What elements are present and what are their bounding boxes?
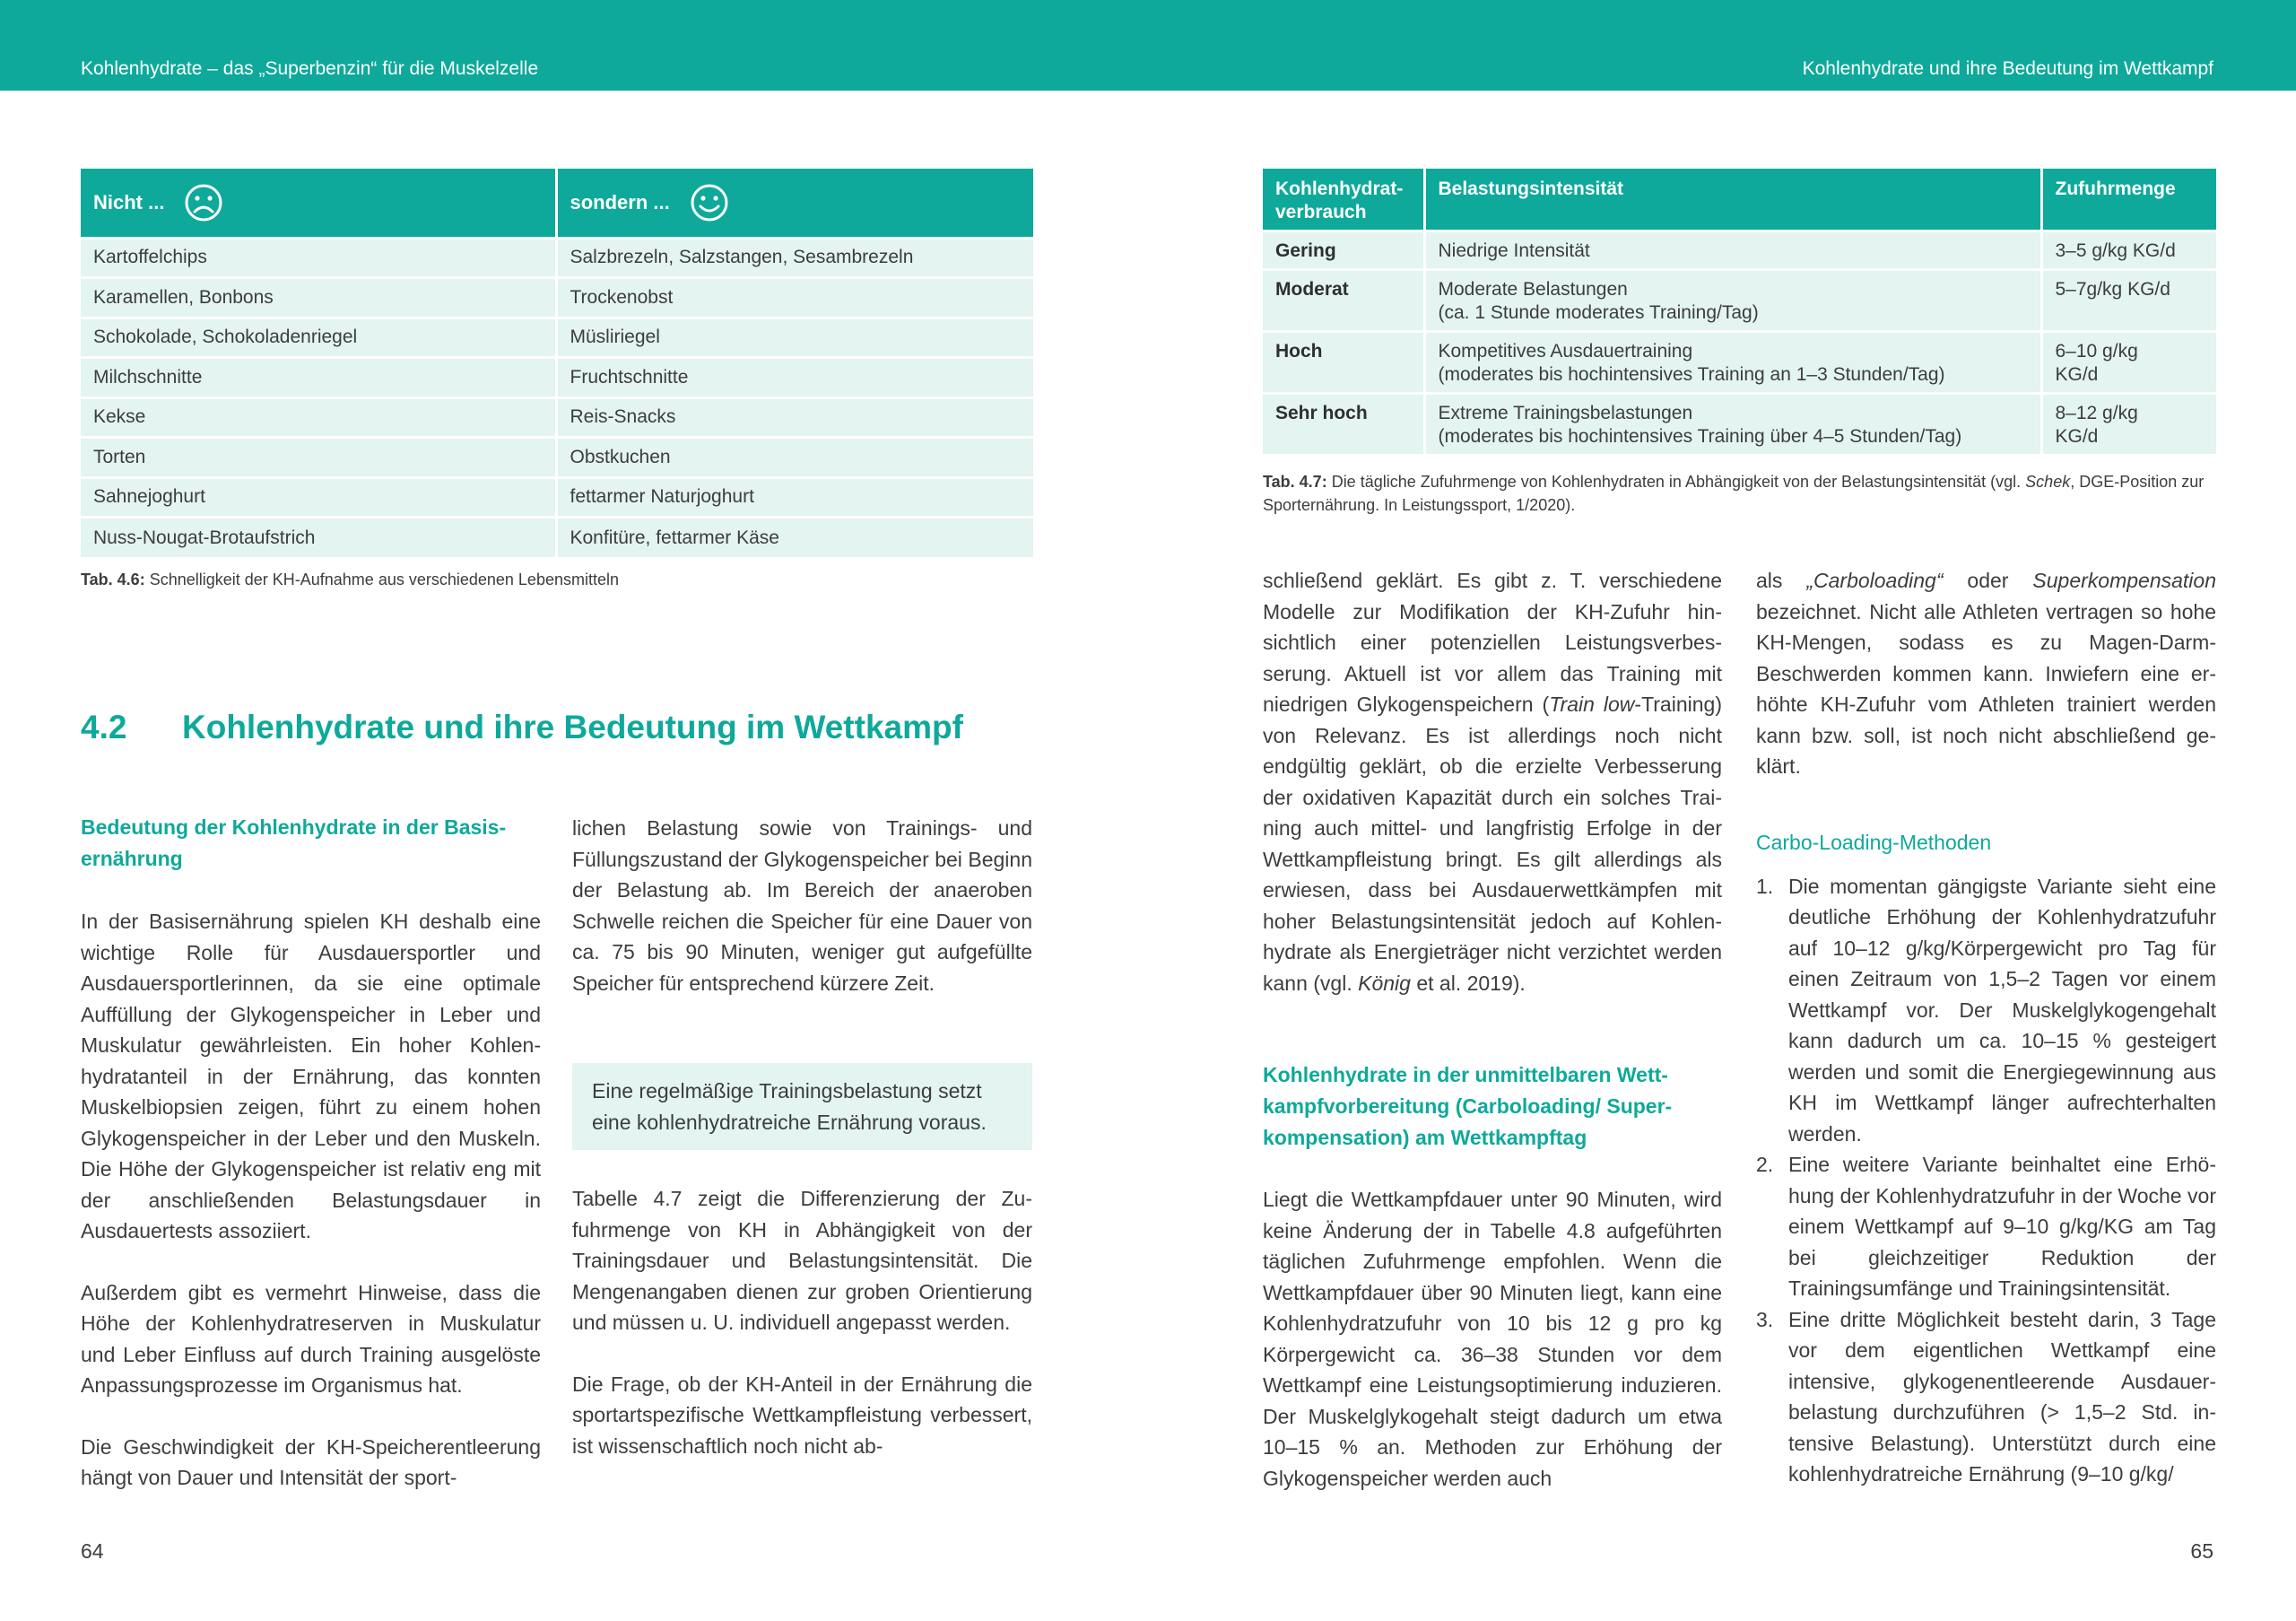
table46-header-right [556,169,1033,238]
intensity-line: (moderates bis hochintensives Training über 4–5 Stunden/Tag) [1438,426,1962,447]
intensity-line: Moderate Belastungen [1438,279,1628,300]
subheading-carboloading: Kohlenhydrate in der unmittelbaren Wettkampfvorbereitung (Carboloading/ Superkompensation) am Wettkampftag [1263,1063,1673,1149]
table47-header-amount: Zufuhrmenge [2041,169,2216,231]
page-number-right: 65 [2190,1539,2213,1563]
table-cell: Trockenobst [556,278,1033,318]
paragraph [1263,565,1722,998]
text-italic: „Carboloading“ [1806,569,1944,592]
table-row [81,358,1033,398]
table-row [81,518,1033,558]
text-run: et al. 2019). [1410,971,1526,995]
table-cell-intensity [1424,332,2041,394]
table-4-7 [1263,169,2216,454]
table46-head-left-label: Nicht ... [93,190,165,214]
paragraph: Außerdem gibt es vermehrt Hinweise, dass die Höhe der Kohlenhydratreserven in Muskulatur und Leber Einfluss auf durch Training ausgelöste Anpassungsprozesse im Organismus hat. [81,1280,541,1397]
table-cell-intensity [1424,231,2041,270]
table-cell-amount [2041,231,2216,270]
list-item [1756,1304,2216,1490]
text-run: als [1756,569,1807,592]
table-cell: fettarmer Naturjoghurt [556,477,1033,518]
table-row [81,278,1033,318]
text-run: bezeichnet. Nicht alle Athleten vertragen so hohe KH-Mengen, sodass es zu Magen-Darm-Beschwerden kommen kann. Inwiefern eine erhöhte KH-Zufuhr vom Athleten trainiert werden kann bzw. soll, ist noch nicht abschließend geklärt. [1756,599,2216,778]
column-2 [572,813,1032,998]
table-cell: Karamellen, Bonbons [81,278,556,318]
table-cell-level: Gering [1263,231,1424,270]
running-head-right: Kohlenhydrate und ihre Bedeutung im Wettkampf [1802,58,2213,79]
column-1 [81,812,541,1494]
paragraph: lichen Belastung sowie von Trainings- und Füllungszustand der Glykogenspeicher bei Beginn der Belastung ab. Im Bereich der anaeroben Schwelle reichen die Speicher für eine Dauer von ca. 75 bis 90 Minuten, weniger gut aufgefüllte Speicher für entsprechend kürzere Zeit. [572,816,1032,995]
amount-line: 6–10 g/kg [2055,341,2138,362]
paragraph: In der Basisernährung spielen KH deshalb eine wichtige Rolle für Ausdauersportler und Ausdauersportlerinnen, da sie eine optimale Auffüllung der Glykogenspeicher in Leber und Muskulatur gewährleisten. Ein hoher Kohlenhydratanteil in der Ernährung, das konnten Muskelbiopsien zeigen, führt zu einem hohen Glykogenspeicher in der Leber und den Muskeln. Die Höhe der Glykogenspeicher ist relativ eng mit der anschließenden Belastungsdauer in Ausdauertests assoziiert. [81,910,541,1242]
header-line: Kohlenhydrat- [1275,179,1404,199]
table47-header-consumption [1263,169,1424,231]
methods-list [1756,871,2216,1490]
table-cell: Nuss-Nougat-Brotaufstrich [81,518,556,558]
table-cell-amount [2041,394,2216,455]
table-cell-level: Moderat [1263,270,1424,332]
amount-line: 8–12 g/kg [2055,403,2138,423]
page-number-left: 64 [81,1539,104,1563]
table-row [81,477,1033,518]
caption-label: Tab. 4.6: [81,571,145,588]
caption-italic: Schek [2025,473,2071,491]
table-cell: Kekse [81,397,556,438]
column-3 [1263,565,1722,1494]
column-2-lower [572,1183,1032,1461]
table-cell: Konfitüre, fettarmer Käse [556,518,1033,558]
text-italic: Superkompensation [2032,569,2216,592]
table-cell: Müsliriegel [556,318,1033,358]
table-cell-intensity [1424,394,2041,455]
intensity-line: (ca. 1 Stunde moderates Training/Tag) [1438,302,1759,323]
smiley-face-icon [690,183,729,222]
list-item [1756,871,2216,1150]
list-number: 3. [1756,1307,1774,1331]
section-title: Kohlenhydrate und ihre Bedeutung im Wettkampf [182,709,963,745]
text-italic: Train low [1549,693,1635,716]
caption-text: Schnelligkeit der KH-Aufnahme aus verschiedenen Lebensmitteln [144,571,619,588]
amount-line: 3–5 g/kg KG/d [2055,240,2176,261]
table47-caption [1263,470,2216,517]
table-cell: Torten [81,438,556,478]
table-cell-amount [2041,270,2216,332]
table-row [1263,332,2216,394]
table46-header-left [81,169,556,238]
table-cell: Reis-Snacks [556,397,1033,438]
caption-text: Die tägliche Zufuhrmenge von Kohlenhydraten in Abhängigkeit von der Belastungsintensität (vgl. [1326,473,2026,491]
table-cell: Milchschnitte [81,358,556,398]
intensity-line: Niedrige Intensität [1438,240,1590,261]
table-row [81,397,1033,438]
list-item [1756,1149,2216,1304]
amount-line: 5–7g/kg KG/d [2055,279,2170,300]
table-cell-amount [2041,332,2216,394]
table46-head-right-label: sondern ... [570,190,670,214]
subheading-basis: Bedeutung der Kohlenhydrate in der Basisernährung [81,815,507,870]
section-heading [81,709,963,746]
text-italic: König [1358,971,1411,995]
paragraph: Die Geschwindigkeit der KH-Speicherentleerung hängt von Dauer und Intensität der sport- [81,1434,541,1489]
text-run: oder [1943,569,2033,592]
table-cell: Salzbrezeln, Salzstangen, Sesambrezeln [556,238,1033,278]
intensity-line: Kompetitives Ausdauertraining [1438,341,1693,362]
text-run: schließend geklärt. Es gibt z. T. verschiedene Modelle zur Modifikation der KH-Zufuhr hinsichtlich einer potenziellen Leistungsverbesserung. Aktuell ist vor allem das Training mit niedrigen Glykogenspeichern ( [1263,569,1722,716]
header-line: verbrauch [1275,202,1367,222]
paragraph: Die Frage, ob der KH-Anteil in der Ernährung die sportartspezifische Wettkampfleistung verbessert, ist wissenschaftlich noch nicht ab- [572,1372,1032,1458]
table-row [1263,231,2216,270]
table47-header-intensity: Belastungsintensität [1424,169,2041,231]
intensity-line: (moderates bis hochintensives Training an 1–3 Stunden/Tag) [1438,364,1945,385]
amount-line: KG/d [2055,364,2099,385]
table-cell-intensity [1424,270,2041,332]
caption-text: , DGE-Position zur Sporternährung. In Leistungssport, 1/2020). [1263,473,2205,514]
sad-face-icon [184,183,223,222]
table-row [81,438,1033,478]
table46-caption [81,568,619,591]
table-cell: Obstkuchen [556,438,1033,478]
column-4 [1756,565,2216,1490]
table-cell: Fruchtschnitte [556,358,1033,398]
paragraph [1756,565,2216,782]
callout-box: Eine regelmäßige Trainingsbelastung setzt eine kohlenhydratreiche Ernährung voraus. [572,1063,1032,1150]
subheading-methods: Carbo-Loading-Methoden [1756,830,1992,854]
table-cell: Schokolade, Schokoladenriegel [81,318,556,358]
paragraph: Tabelle 4.7 zeigt die Differenzierung der Zufuhrmenge von KH in Abhängigkeit von der Trainingsdauer und Belastungsintensität. Die Mengenangaben dienen zur groben Orientierung und müssen u. U. individuell angepasst werden. [572,1187,1032,1334]
table-cell-level: Sehr hoch [1263,394,1424,455]
caption-label: Tab. 4.7: [1263,473,1327,491]
table-row [1263,394,2216,455]
text-run: -Training) von Relevanz. Es ist allerdings noch nicht endgültig geklärt, ob die erzielte Verbesserung der oxidativen Kapazität durch ein solches Training auch mittel- und langfristig Erfolge in der Wettkampfleistung bringt. Es gilt allerdings als erwiesen, dass bei Ausdauerwettkämpfen mit hoher Belastungsintensität jedoch auf Kohlenhydrate als Energieträger nicht verzichtet werden kann (vgl. [1263,693,1722,995]
paragraph: Liegt die Wettkampfdauer unter 90 Minuten, wird keine Änderung der in Tabelle 4.8 aufgeführten täglichen Zufuhrmenge empfohlen. Wenn die Wettkampfdauer über 90 Minuten liegt, kann eine Kohlenhydratzufuhr von 10 bis 12 g pro kg Körpergewicht ca. 36–38 Stunden vor dem Wettkampf eine Leistungsoptimierung induzieren. Der Muskelglykogehalt steigt dadurch um etwa 10–15 % an. Methoden zur Erhöhung der Glykogenspeicher werden auch [1263,1188,1722,1490]
amount-line: KG/d [2055,426,2099,447]
table-row [1263,270,2216,332]
intensity-line: Extreme Trainingsbelastungen [1438,403,1693,423]
list-text: Eine weitere Variante beinhaltet eine Erhöhung der Kohlenhydratzufuhr in der Woche vor einem Wettkampf auf 9–10 g/kg/KG am Tag bei gleichzeitiger Reduktion der Trainingsumfänge und Trainingsintensität. [1788,1153,2216,1300]
table-cell: Sahnejoghurt [81,477,556,518]
list-text: Eine dritte Möglichkeit besteht darin, 3 Tage vor dem eigentlichen Wettkampf eine intensive, glykogenentleerende Ausdauerbelastung durchzuführen (> 1,5–2 Std. intensive Belastung). Unterstützt durch eine kohlenhydratreiche Ernährung (9–10 g/kg/ [1788,1307,2216,1486]
table-row [81,238,1033,278]
list-text: Die momentan gängigste Variante sieht eine deutliche Erhöhung der Kohlenhydratzufuhr auf 10–12 g/kg/Körpergewicht pro Tag für einen Zeitraum von 1,5–2 Tagen vor einem Wettkampf vor. Der Muskelglykogengehalt kann dadurch um ca. 10–15 % gesteigert werden und somit die Energiegewinnung aus KH im Wettkampf länger aufrechterhalten werden. [1788,874,2216,1146]
table-cell-level: Hoch [1263,332,1424,394]
table-row [81,318,1033,358]
list-number: 1. [1756,874,1774,898]
table-4-6 [81,169,1033,557]
list-number: 2. [1756,1153,1774,1176]
section-number: 4.2 [81,709,127,745]
running-head-left: Kohlenhydrate – das „Superbenzin“ für die Muskelzelle [81,58,539,79]
table-cell: Kartoffelchips [81,238,556,278]
